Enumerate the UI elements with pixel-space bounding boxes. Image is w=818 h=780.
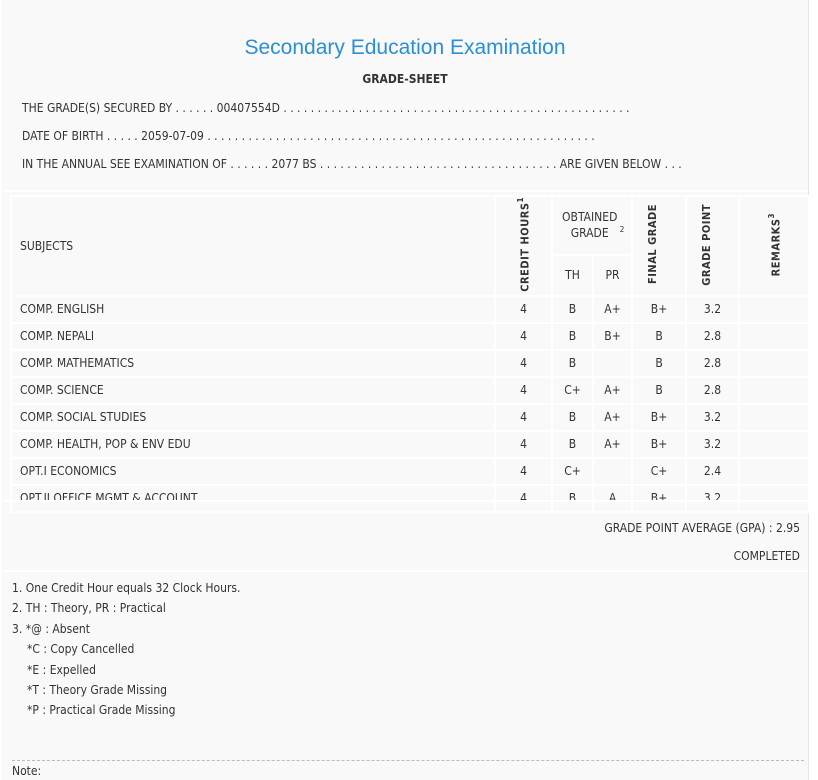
cell-remarks <box>739 377 809 404</box>
cell-th: B <box>552 296 593 323</box>
page-title: Secondary Education Examination <box>244 36 566 59</box>
table-row <box>11 296 809 323</box>
table-row <box>11 323 809 350</box>
cell-point: 2.4 <box>686 458 739 485</box>
cell-point: 3.2 <box>686 296 739 323</box>
footnote: *E : Expelled <box>27 662 96 677</box>
cell-subject: COMP. MATHEMATICS <box>11 350 495 377</box>
page-subtitle: GRADE-SHEET <box>362 72 448 86</box>
cell-point: 2.8 <box>686 350 739 377</box>
grades-table <box>10 195 810 513</box>
cell-pr <box>593 458 632 485</box>
table-row <box>11 485 809 512</box>
cell-remarks <box>739 458 809 485</box>
exam-line: IN THE ANNUAL SEE EXAMINATION OF . . . . . . 2077 BS . . . . . . . . . . . . . . . . . . . . . . . . . . . . . . . . . . . ARE GIVEN BELOW . . . <box>22 157 682 171</box>
footnote: *C : Copy Cancelled <box>27 642 135 657</box>
cell-point: 3.2 <box>686 431 739 458</box>
cell-credit: 4 <box>495 458 552 485</box>
cell-th: B <box>552 323 593 350</box>
footnote: 3. *@ : Absent <box>12 621 90 636</box>
footnote: 1. One Credit Hour equals 32 Clock Hours. <box>12 581 241 595</box>
footnote: *P : Practical Grade Missing <box>27 703 176 718</box>
table-row <box>11 377 809 404</box>
cell-final: B+ <box>632 404 686 431</box>
note-label: Note: <box>12 764 42 778</box>
table-row <box>11 458 809 485</box>
cell-th: B <box>552 485 593 512</box>
cell-th: B <box>552 404 593 431</box>
cell-pr <box>593 350 632 377</box>
cell-subject: OPT.II OFFICE MGMT & ACCOUNT <box>11 485 495 512</box>
table-row <box>11 431 809 458</box>
cell-subject: COMP. SCIENCE <box>11 377 495 404</box>
header-final-grade: FINAL GRADE <box>632 196 686 296</box>
divider <box>4 500 808 502</box>
cell-final: B <box>632 377 686 404</box>
divider <box>4 570 808 572</box>
cell-final: B <box>632 323 686 350</box>
footnote: *T : Theory Grade Missing <box>27 683 168 698</box>
cell-remarks <box>739 485 809 512</box>
cell-remarks <box>739 350 809 377</box>
cell-pr: A <box>593 485 632 512</box>
cell-credit: 4 <box>495 377 552 404</box>
header-credit-hours: CREDIT HOURS$^1$ <box>495 196 552 296</box>
cell-pr: A+ <box>593 431 632 458</box>
cell-point: 2.8 <box>686 323 739 350</box>
cell-final: B+ <box>632 431 686 458</box>
header-remarks: REMARKS$^3$ <box>739 196 809 296</box>
gpa: GRADE POINT AVERAGE (GPA) : 2.95 <box>604 521 800 535</box>
secured-by-line: THE GRADE(S) SECURED BY . . . . . . 00407554D . . . . . . . . . . . . . . . . . . . . . . . . . . . . . . . . . . . . . . . . . . . . . . . . . . . <box>22 101 630 115</box>
cell-final: B+ <box>632 485 686 512</box>
cell-remarks <box>739 404 809 431</box>
cell-remarks <box>739 431 809 458</box>
cell-pr: A+ <box>593 377 632 404</box>
cell-remarks <box>739 296 809 323</box>
result-status: COMPLETED <box>733 549 800 563</box>
divider <box>4 190 808 192</box>
cell-point: 3.2 <box>686 485 739 512</box>
dashed-divider <box>12 760 804 761</box>
cell-credit: 4 <box>495 431 552 458</box>
footnote: 2. TH : Theory, PR : Practical <box>12 601 166 616</box>
cell-credit: 4 <box>495 350 552 377</box>
cell-point: 3.2 <box>686 404 739 431</box>
cell-pr: B+ <box>593 323 632 350</box>
cell-subject: OPT.I ECONOMICS <box>11 458 495 485</box>
cell-th: B <box>552 431 593 458</box>
cell-th: B <box>552 350 593 377</box>
cell-final: B <box>632 350 686 377</box>
grade-sheet <box>2 0 809 780</box>
cell-pr: A+ <box>593 296 632 323</box>
cell-credit: 4 <box>495 404 552 431</box>
cell-credit: 4 <box>495 485 552 512</box>
cell-subject: COMP. NEPALI <box>11 323 495 350</box>
header-obtained-grade: OBTAINED GRADE $^2$ <box>552 196 632 255</box>
cell-final: C+ <box>632 458 686 485</box>
cell-remarks <box>739 323 809 350</box>
cell-pr: A+ <box>593 404 632 431</box>
cell-point: 2.8 <box>686 377 739 404</box>
header-pr: PR <box>593 255 632 296</box>
header-grade-point: GRADE POINT <box>686 196 739 296</box>
cell-subject: COMP. SOCIAL STUDIES <box>11 404 495 431</box>
cell-subject: COMP. ENGLISH <box>11 296 495 323</box>
table-row <box>11 404 809 431</box>
footnotes <box>12 578 240 721</box>
cell-th: C+ <box>552 458 593 485</box>
cell-credit: 4 <box>495 323 552 350</box>
table-row <box>11 350 809 377</box>
header-th: TH <box>552 255 593 296</box>
cell-th: C+ <box>552 377 593 404</box>
header-subjects: SUBJECTS <box>11 196 495 296</box>
cell-final: B+ <box>632 296 686 323</box>
dob-line: DATE OF BIRTH . . . . . 2059-07-09 . . . . . . . . . . . . . . . . . . . . . . . . . . . . . . . . . . . . . . . . . . . . . . . . . . . . . . . . . <box>22 129 595 143</box>
cell-credit: 4 <box>495 296 552 323</box>
cell-subject: COMP. HEALTH, POP & ENV EDU <box>11 431 495 458</box>
